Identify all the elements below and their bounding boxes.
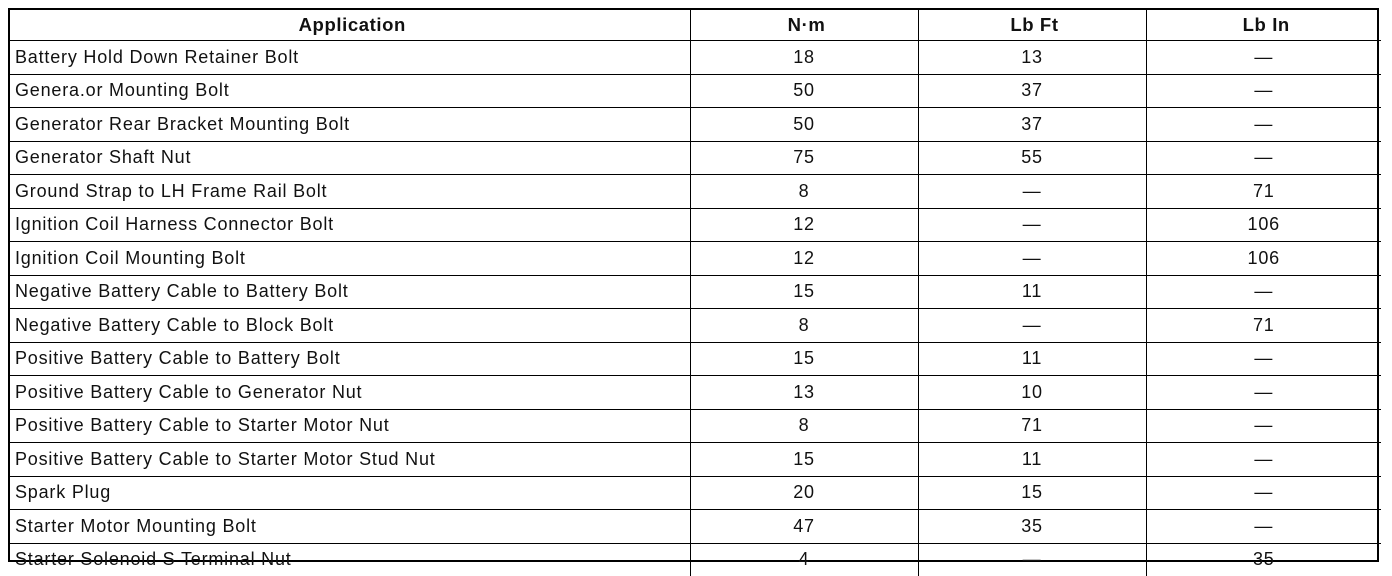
- nm-cell: 12: [690, 208, 918, 242]
- table-row: [10, 108, 1381, 142]
- application-cell: Ignition Coil Mounting Bolt: [10, 242, 690, 276]
- application-cell: Spark Plug: [10, 476, 690, 510]
- nm-cell: 75: [690, 141, 918, 175]
- table-row: [10, 543, 1381, 576]
- table-header-row: [10, 10, 1381, 41]
- lb-ft-cell: 13: [918, 41, 1146, 75]
- application-cell: Battery Hold Down Retainer Bolt: [10, 41, 690, 75]
- lb-ft-cell: 15: [918, 476, 1146, 510]
- table-row: [10, 443, 1381, 477]
- application-cell: Positive Battery Cable to Battery Bolt: [10, 342, 690, 376]
- lb-in-cell: —: [1146, 409, 1381, 443]
- lb-in-cell: —: [1146, 443, 1381, 477]
- torque-spec-table: [10, 10, 1381, 576]
- nm-cell: 50: [690, 74, 918, 108]
- table-row: [10, 309, 1381, 343]
- table-row: [10, 242, 1381, 276]
- nm-cell: 50: [690, 108, 918, 142]
- lb-ft-cell: —: [918, 175, 1146, 209]
- table-row: [10, 41, 1381, 75]
- lb-in-cell: —: [1146, 476, 1381, 510]
- torque-spec-table-container: [8, 8, 1379, 570]
- lb-ft-cell: —: [918, 242, 1146, 276]
- header-lb-ft: Lb Ft: [918, 10, 1146, 41]
- lb-in-cell: —: [1146, 41, 1381, 75]
- application-cell: Starter Solenoid S Terminal Nut: [10, 543, 690, 576]
- lb-ft-cell: 37: [918, 108, 1146, 142]
- application-cell: Negative Battery Cable to Block Bolt: [10, 309, 690, 343]
- nm-cell: 15: [690, 275, 918, 309]
- application-cell: Positive Battery Cable to Generator Nut: [10, 376, 690, 410]
- nm-cell: 4: [690, 543, 918, 576]
- lb-in-cell: 71: [1146, 175, 1381, 209]
- header-application: Application: [10, 10, 690, 41]
- lb-ft-cell: 35: [918, 510, 1146, 544]
- header-nm: N·m: [690, 10, 918, 41]
- nm-cell: 20: [690, 476, 918, 510]
- lb-in-cell: 35: [1146, 543, 1381, 576]
- application-cell: Genera.or Mounting Bolt: [10, 74, 690, 108]
- nm-cell: 12: [690, 242, 918, 276]
- nm-cell: 8: [690, 175, 918, 209]
- lb-ft-cell: 11: [918, 443, 1146, 477]
- nm-cell: 15: [690, 443, 918, 477]
- lb-in-cell: —: [1146, 108, 1381, 142]
- table-row: [10, 376, 1381, 410]
- lb-ft-cell: 71: [918, 409, 1146, 443]
- lb-in-cell: —: [1146, 141, 1381, 175]
- application-cell: Positive Battery Cable to Starter Motor Stud Nut: [10, 443, 690, 477]
- lb-ft-cell: 10: [918, 376, 1146, 410]
- table-row: [10, 409, 1381, 443]
- application-cell: Starter Motor Mounting Bolt: [10, 510, 690, 544]
- application-cell: Ignition Coil Harness Connector Bolt: [10, 208, 690, 242]
- nm-cell: 18: [690, 41, 918, 75]
- nm-cell: 15: [690, 342, 918, 376]
- header-lb-in: Lb In: [1146, 10, 1381, 41]
- table-row: [10, 208, 1381, 242]
- nm-cell: 8: [690, 309, 918, 343]
- nm-cell: 8: [690, 409, 918, 443]
- lb-in-cell: —: [1146, 74, 1381, 108]
- table-row: [10, 175, 1381, 209]
- lb-in-cell: —: [1146, 376, 1381, 410]
- lb-in-cell: —: [1146, 510, 1381, 544]
- nm-cell: 47: [690, 510, 918, 544]
- application-cell: Generator Shaft Nut: [10, 141, 690, 175]
- table-row: [10, 141, 1381, 175]
- nm-cell: 13: [690, 376, 918, 410]
- lb-in-cell: 106: [1146, 208, 1381, 242]
- lb-in-cell: —: [1146, 275, 1381, 309]
- table-row: [10, 510, 1381, 544]
- lb-ft-cell: —: [918, 208, 1146, 242]
- table-row: [10, 476, 1381, 510]
- table-row: [10, 74, 1381, 108]
- application-cell: Generator Rear Bracket Mounting Bolt: [10, 108, 690, 142]
- lb-ft-cell: —: [918, 309, 1146, 343]
- table-row: [10, 342, 1381, 376]
- lb-ft-cell: —: [918, 543, 1146, 576]
- application-cell: Negative Battery Cable to Battery Bolt: [10, 275, 690, 309]
- lb-ft-cell: 37: [918, 74, 1146, 108]
- lb-in-cell: 106: [1146, 242, 1381, 276]
- application-cell: Positive Battery Cable to Starter Motor Nut: [10, 409, 690, 443]
- lb-in-cell: 71: [1146, 309, 1381, 343]
- application-cell: Ground Strap to LH Frame Rail Bolt: [10, 175, 690, 209]
- lb-ft-cell: 11: [918, 275, 1146, 309]
- lb-ft-cell: 55: [918, 141, 1146, 175]
- lb-in-cell: —: [1146, 342, 1381, 376]
- table-row: [10, 275, 1381, 309]
- lb-ft-cell: 11: [918, 342, 1146, 376]
